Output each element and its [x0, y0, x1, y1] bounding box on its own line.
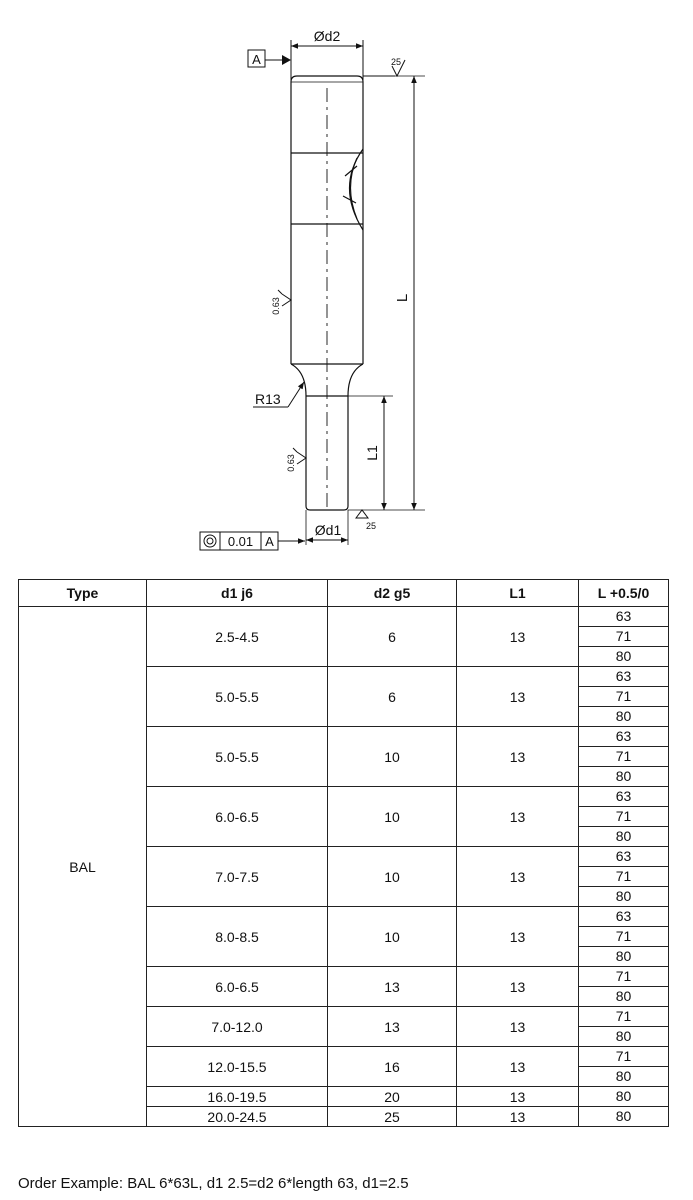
length-value: 80 [615, 708, 632, 724]
d2-label: Ød2 [313, 28, 341, 44]
length-value: 63 [579, 907, 668, 927]
length-cell [579, 967, 669, 1007]
roughness-top-label: 25 [391, 57, 402, 67]
tolerance-datum: A [265, 534, 274, 549]
length-value: 63 [579, 667, 668, 687]
d1-cell: 6.0-6.5 [147, 967, 328, 1007]
roughness-body-label: 0.63 [271, 297, 281, 315]
table-row [19, 607, 669, 667]
length-value: 71 [579, 1047, 668, 1067]
d1-cell: 12.0-15.5 [147, 1047, 328, 1087]
roughness-shank-label: 0.63 [286, 454, 296, 472]
l1-cell: 13 [457, 667, 579, 727]
d1-cell: 7.0-12.0 [147, 1007, 328, 1047]
length-value: 80 [615, 648, 632, 664]
roughness-symbol-body [271, 290, 291, 315]
l1-cell: 13 [457, 607, 579, 667]
l1-cell: 13 [457, 1047, 579, 1087]
length-cell [579, 1047, 669, 1087]
length-cell [579, 1107, 669, 1127]
tolerance-frame [200, 532, 305, 550]
header-l: L +0.5/0 [579, 580, 669, 607]
d2-cell: 10 [328, 727, 457, 787]
length-cell [579, 847, 669, 907]
length-value: 71 [579, 1007, 668, 1027]
length-value: 80 [615, 1088, 632, 1104]
header-type: Type [19, 580, 147, 607]
l1-cell: 13 [457, 1007, 579, 1047]
l1-cell: 13 [457, 1107, 579, 1127]
d2-cell: 10 [328, 907, 457, 967]
length-value: 80 [615, 888, 632, 904]
length-cell [579, 907, 669, 967]
roughness-symbol-shank [286, 448, 306, 472]
technical-drawing [0, 0, 693, 560]
length-value: 80 [615, 1068, 632, 1084]
roughness-bottom-label: 25 [366, 521, 377, 531]
l1-cell: 13 [457, 1087, 579, 1107]
length-value: 71 [579, 627, 668, 647]
datum-a [248, 50, 291, 67]
length-value: 80 [615, 988, 632, 1004]
d2-cell: 6 [328, 667, 457, 727]
l1-dimension [348, 396, 393, 510]
d2-cell: 16 [328, 1047, 457, 1087]
d1-cell: 20.0-24.5 [147, 1107, 328, 1127]
length-value: 71 [579, 927, 668, 947]
length-value: 63 [579, 787, 668, 807]
length-value: 63 [579, 727, 668, 747]
length-dimension [348, 76, 425, 510]
d1-cell: 5.0-5.5 [147, 667, 328, 727]
length-value: 71 [579, 967, 668, 987]
l1-label: L1 [364, 445, 380, 461]
length-cell [579, 787, 669, 847]
d2-cell: 10 [328, 787, 457, 847]
concentricity-icon [204, 535, 216, 547]
d1-dimension [306, 510, 348, 545]
table-header-row [19, 580, 669, 607]
l1-cell: 13 [457, 907, 579, 967]
header-d2: d2 g5 [328, 580, 457, 607]
d2-cell: 6 [328, 607, 457, 667]
tolerance-value: 0.01 [227, 534, 254, 549]
length-label: L [394, 293, 411, 303]
length-value: 71 [579, 747, 668, 767]
d1-cell: 2.5-4.5 [147, 607, 328, 667]
d2-cell: 13 [328, 1007, 457, 1047]
length-value: 80 [615, 948, 632, 964]
length-value: 63 [579, 847, 668, 867]
datum-label: A [252, 52, 261, 67]
type-cell: BAL [19, 607, 147, 1127]
length-value: 80 [615, 768, 632, 784]
length-value: 63 [579, 607, 668, 627]
l1-cell: 13 [457, 787, 579, 847]
length-value: 71 [579, 687, 668, 707]
d2-cell: 25 [328, 1107, 457, 1127]
l1-cell: 13 [457, 847, 579, 907]
length-value: 71 [579, 807, 668, 827]
order-example: Order Example: BAL 6*63L, d1 2.5=d2 6*length 63, d1=2.5 [18, 1175, 409, 1192]
length-value: 80 [615, 1108, 632, 1124]
length-cell [579, 727, 669, 787]
l1-cell: 13 [457, 727, 579, 787]
header-d1: d1 j6 [147, 580, 328, 607]
d2-cell: 20 [328, 1087, 457, 1107]
length-cell [579, 667, 669, 727]
radius-callout [253, 382, 304, 407]
header-l1: L1 [457, 580, 579, 607]
d2-cell: 13 [328, 967, 457, 1007]
length-value: 80 [615, 1028, 632, 1044]
d1-cell: 6.0-6.5 [147, 787, 328, 847]
length-cell [579, 1087, 669, 1107]
d1-cell: 8.0-8.5 [147, 907, 328, 967]
d1-cell: 16.0-19.5 [147, 1087, 328, 1107]
spec-table [18, 579, 669, 1127]
d2-cell: 10 [328, 847, 457, 907]
length-value: 80 [615, 828, 632, 844]
roughness-symbol-top [363, 57, 405, 76]
d1-cell: 5.0-5.5 [147, 727, 328, 787]
radius-label: R13 [255, 391, 281, 407]
length-cell [579, 1007, 669, 1047]
l1-cell: 13 [457, 967, 579, 1007]
roughness-symbol-bottom [356, 510, 376, 531]
d1-label: Ød1 [314, 522, 342, 538]
table-body [19, 607, 669, 1127]
length-cell [579, 607, 669, 667]
length-value: 71 [579, 867, 668, 887]
d1-cell: 7.0-7.5 [147, 847, 328, 907]
d2-dimension [291, 28, 363, 80]
